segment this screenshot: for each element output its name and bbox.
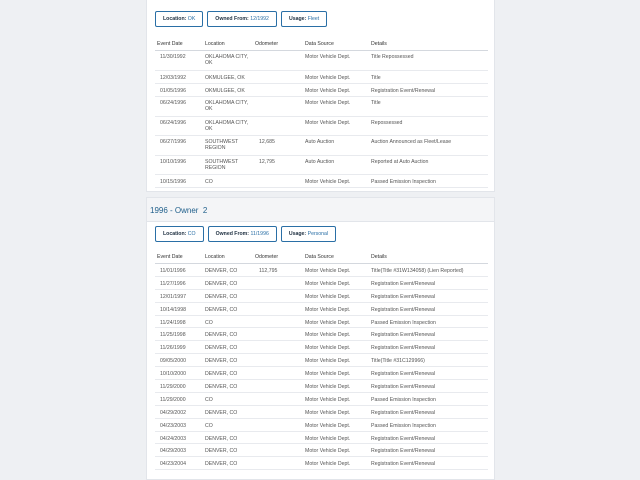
cell-location: OKLAHOMA CITY, OK xyxy=(205,54,249,66)
col-event-date: Event Date xyxy=(157,254,183,260)
owned-from-chip[interactable] xyxy=(207,11,277,27)
table-row xyxy=(155,51,488,71)
cell-details: Registration Event/Renewal xyxy=(371,435,436,442)
cell-data-source: Auto Auction xyxy=(305,158,335,165)
cell-data-source: Motor Vehicle Dept. xyxy=(305,332,351,339)
cell-event-date: 11/30/1992 xyxy=(160,54,186,60)
owned-from-chip-value: 11/1996 xyxy=(250,231,269,237)
cell-event-date: 10/14/1998 xyxy=(160,306,186,313)
cell-details: Title xyxy=(371,75,381,81)
location-chip[interactable] xyxy=(155,11,203,27)
cell-details: Registration Event/Renewal xyxy=(371,345,436,352)
cell-location: DENVER, CO xyxy=(205,332,238,339)
table-row xyxy=(155,316,488,329)
cell-event-date: 04/24/2003 xyxy=(160,435,186,442)
owner2-history-table xyxy=(155,251,488,470)
cell-details: Title(Title #31W134058) (Lien Reported) xyxy=(371,268,464,274)
cell-event-date: 10/15/1996 xyxy=(160,179,186,185)
owner2-summary-chips xyxy=(155,226,336,242)
cell-location: CO xyxy=(205,396,213,403)
table-row xyxy=(155,117,488,137)
cell-data-source: Motor Vehicle Dept. xyxy=(305,179,351,185)
owner2-header xyxy=(147,198,494,222)
table-row xyxy=(155,341,488,354)
cell-data-source: Motor Vehicle Dept. xyxy=(305,293,351,300)
cell-event-date: 04/29/2002 xyxy=(160,409,186,416)
col-location: Location xyxy=(205,254,225,260)
cell-location: DENVER, CO xyxy=(205,306,238,313)
table-row xyxy=(155,432,488,445)
cell-event-date: 11/29/2000 xyxy=(160,384,186,391)
location-chip-label: Location: xyxy=(163,231,187,237)
table-row xyxy=(155,84,488,97)
owner-number: 2 xyxy=(202,206,208,215)
table-row xyxy=(155,380,488,393)
usage-chip-label: Usage: xyxy=(288,231,307,237)
owner1-card xyxy=(146,0,495,192)
cell-details: Registration Event/Renewal xyxy=(371,88,436,94)
cell-details: Auction Announced as Fleet/Lease xyxy=(371,139,452,145)
cell-odometer: 112,795 xyxy=(259,268,278,274)
table-row xyxy=(155,419,488,432)
usage-chip[interactable] xyxy=(281,11,327,27)
cell-location: DENVER, CO xyxy=(205,384,238,391)
table-row xyxy=(155,367,488,380)
cell-details: Title(Title #31C129966) xyxy=(371,358,425,365)
cell-details: Registration Event/Renewal xyxy=(371,384,436,391)
cell-event-date: 06/24/1996 xyxy=(160,100,186,106)
table-row xyxy=(155,175,488,188)
col-data-source: Data Source xyxy=(305,254,334,260)
owned-from-chip-label: Owned From: xyxy=(215,231,250,237)
cell-details: Registration Event/Renewal xyxy=(371,306,436,313)
cell-event-date: 06/27/1996 xyxy=(160,139,186,145)
cell-location: CO xyxy=(205,319,213,326)
cell-data-source: Motor Vehicle Dept. xyxy=(305,280,351,287)
table-row xyxy=(155,156,488,176)
location-chip-value: OK xyxy=(187,16,196,22)
cell-details: Registration Event/Renewal xyxy=(371,461,436,468)
cell-location: DENVER, CO xyxy=(205,461,238,468)
cell-event-date: 11/26/1999 xyxy=(160,345,186,352)
cell-data-source: Motor Vehicle Dept. xyxy=(305,384,351,391)
cell-data-source: Auto Auction xyxy=(305,139,335,145)
table-header xyxy=(155,38,488,51)
table-row xyxy=(155,406,488,419)
table-row xyxy=(155,277,488,290)
cell-event-date: 04/23/2003 xyxy=(160,422,186,429)
cell-details: Registration Event/Renewal xyxy=(371,409,436,416)
cell-event-date: 04/23/2004 xyxy=(160,461,186,468)
owned-from-chip-value: 12/1992 xyxy=(250,16,269,22)
cell-location: DENVER, CO xyxy=(205,409,238,416)
cell-location: OKMULGEE, OK xyxy=(205,75,245,81)
cell-event-date: 11/29/2000 xyxy=(160,396,186,403)
col-details: Details xyxy=(371,254,387,260)
cell-details: Registration Event/Renewal xyxy=(371,448,436,455)
cell-location: DENVER, CO xyxy=(205,268,238,274)
cell-data-source: Motor Vehicle Dept. xyxy=(305,100,351,106)
cell-event-date: 10/10/1996 xyxy=(160,158,186,165)
table-row xyxy=(155,354,488,367)
owner1-history-table xyxy=(155,38,488,188)
col-event-date: Event Date xyxy=(157,41,183,47)
cell-details: Registration Event/Renewal xyxy=(371,293,436,300)
cell-location: DENVER, CO xyxy=(205,293,238,300)
owner2-card xyxy=(146,197,495,480)
location-chip[interactable] xyxy=(155,226,204,242)
table-row xyxy=(155,71,488,84)
table-row xyxy=(155,393,488,406)
cell-details: Passed Emission Inspection xyxy=(371,422,436,429)
table-row xyxy=(155,264,488,277)
cell-location: CO xyxy=(205,179,213,185)
table-row xyxy=(155,328,488,341)
table-row xyxy=(155,97,488,117)
cell-data-source: Motor Vehicle Dept. xyxy=(305,448,351,455)
cell-data-source: Motor Vehicle Dept. xyxy=(305,358,351,365)
cell-event-date: 11/24/1998 xyxy=(160,319,186,326)
col-odometer: Odometer xyxy=(255,41,279,47)
cell-details: Passed Emission Inspection xyxy=(371,179,436,185)
cell-details: Registration Event/Renewal xyxy=(371,332,436,339)
cell-data-source: Motor Vehicle Dept. xyxy=(305,345,351,352)
cell-data-source: Motor Vehicle Dept. xyxy=(305,461,351,468)
owner1-summary-chips xyxy=(155,11,327,27)
cell-event-date: 06/24/1996 xyxy=(160,119,186,126)
owned-from-chip-label: Owned From: xyxy=(215,16,249,22)
owner-title: 1996 - Owner xyxy=(150,206,199,215)
cell-data-source: Motor Vehicle Dept. xyxy=(305,435,351,442)
cell-location: SOUTHWEST REGION xyxy=(205,139,239,151)
cell-location: DENVER, CO xyxy=(205,280,238,287)
usage-chip-value: Fleet xyxy=(307,16,320,22)
cell-event-date: 01/05/1996 xyxy=(160,88,186,94)
table-header xyxy=(155,251,488,264)
cell-event-date: 12/03/1992 xyxy=(160,75,186,81)
cell-location: CO xyxy=(205,422,213,429)
table-row xyxy=(155,303,488,316)
cell-location: OKMULGEE, OK xyxy=(205,88,245,94)
cell-details: Passed Emission Inspection xyxy=(371,396,436,403)
usage-chip-value: Personal xyxy=(307,231,329,237)
cell-data-source: Motor Vehicle Dept. xyxy=(305,119,351,126)
cell-details: Title xyxy=(371,100,381,106)
cell-event-date: 11/01/1996 xyxy=(160,268,186,274)
cell-event-date: 04/29/2003 xyxy=(160,448,186,455)
col-data-source: Data Source xyxy=(305,41,334,47)
cell-details: Title Repossessed xyxy=(371,54,414,60)
usage-chip-label: Usage: xyxy=(288,16,307,22)
table-row xyxy=(155,444,488,457)
location-chip-label: Location: xyxy=(163,16,187,22)
cell-odometer: 12,795 xyxy=(259,158,275,165)
cell-data-source: Motor Vehicle Dept. xyxy=(305,422,351,429)
cell-details: Repossessed xyxy=(371,119,403,126)
cell-data-source: Motor Vehicle Dept. xyxy=(305,306,351,313)
cell-location: DENVER, CO xyxy=(205,358,238,365)
cell-location: DENVER, CO xyxy=(205,345,238,352)
cell-data-source: Motor Vehicle Dept. xyxy=(305,88,351,94)
table-row xyxy=(155,290,488,303)
cell-data-source: Motor Vehicle Dept. xyxy=(305,75,351,81)
cell-event-date: 11/25/1998 xyxy=(160,332,186,339)
table-row xyxy=(155,136,488,156)
cell-location: OKLAHOMA CITY, OK xyxy=(205,100,249,112)
owned-from-chip[interactable] xyxy=(208,226,277,242)
cell-data-source: Motor Vehicle Dept. xyxy=(305,396,351,403)
cell-odometer: 12,685 xyxy=(259,139,275,145)
cell-details: Reported at Auto Auction xyxy=(371,158,429,165)
table-row xyxy=(155,457,488,470)
cell-data-source: Motor Vehicle Dept. xyxy=(305,371,351,378)
cell-details: Passed Emission Inspection xyxy=(371,319,436,326)
cell-location: SOUTHWEST REGION xyxy=(205,158,239,171)
usage-chip[interactable] xyxy=(281,226,336,242)
cell-location: DENVER, CO xyxy=(205,448,238,455)
col-location: Location xyxy=(205,41,225,47)
location-chip-value: CO xyxy=(187,231,196,237)
cell-data-source: Motor Vehicle Dept. xyxy=(305,54,351,60)
cell-event-date: 09/05/2000 xyxy=(160,358,186,365)
cell-data-source: Motor Vehicle Dept. xyxy=(305,268,351,274)
cell-details: Registration Event/Renewal xyxy=(371,371,436,378)
cell-event-date: 10/10/2000 xyxy=(160,371,186,378)
cell-event-date: 11/27/1996 xyxy=(160,280,186,287)
col-odometer: Odometer xyxy=(255,254,279,260)
cell-event-date: 12/01/1997 xyxy=(160,293,186,300)
cell-location: OKLAHOMA CITY, OK xyxy=(205,119,249,132)
cell-details: Registration Event/Renewal xyxy=(371,280,436,287)
col-details: Details xyxy=(371,41,387,47)
cell-data-source: Motor Vehicle Dept. xyxy=(305,409,351,416)
cell-location: DENVER, CO xyxy=(205,435,238,442)
cell-location: DENVER, CO xyxy=(205,371,238,378)
cell-data-source: Motor Vehicle Dept. xyxy=(305,319,351,326)
